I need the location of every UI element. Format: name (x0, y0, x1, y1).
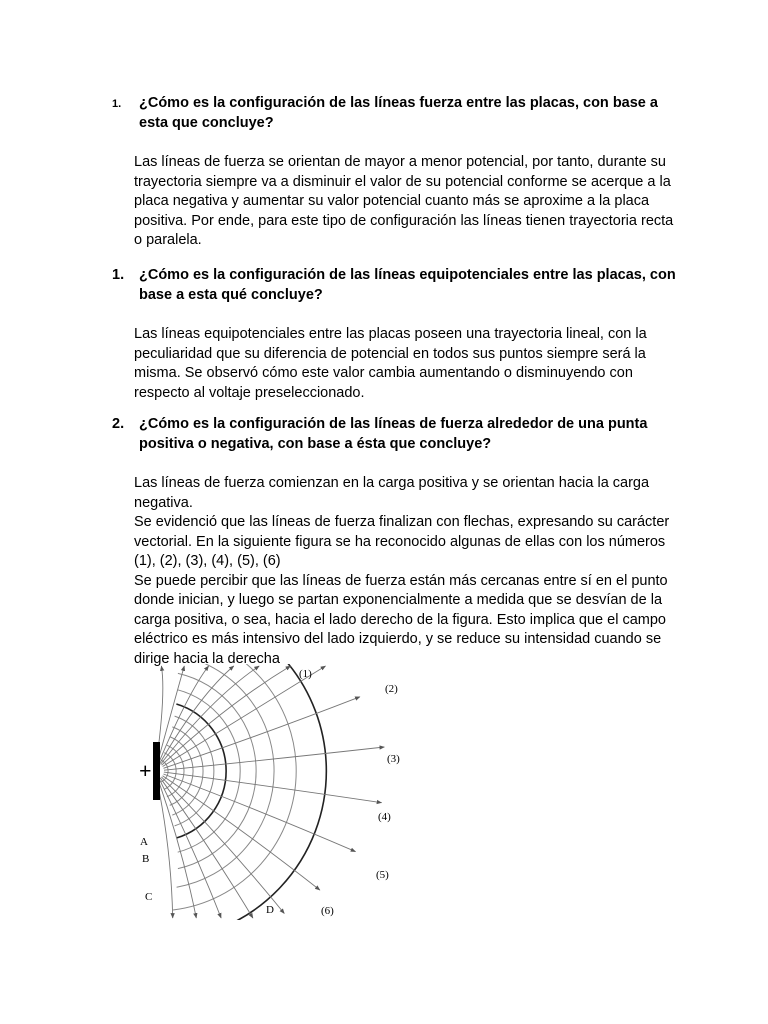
equipotential-arc (168, 664, 326, 920)
field-line-label: (6) (321, 905, 334, 917)
equipotential-arc (178, 690, 240, 852)
field-line (163, 666, 326, 767)
field-line (159, 666, 209, 763)
answer-paragraph: Se evidenció que las líneas de fuerza finalizan con flechas, expresando su carácter vectorial. En la siguiente figura se ha reconocido algunas de ellas con los números (1), (2), (3), (4), (5), (6) (134, 514, 670, 569)
field-line-label: (3) (387, 753, 400, 765)
field-lines (156, 666, 384, 918)
answer-paragraph: Las líneas de fuerza comienzan en la carga positiva y se orientan hacia la carga negativa. (134, 475, 650, 511)
answer-paragraph: Se puede percibir que las líneas de fuerza están más cercanas entre sí en el punto donde inician, y luego se partan exponencialmente a medida que se desvían de la carga positiva, o sea, hacia el lado derecho de la figura. Esto implica que el campo eléctrico es más intensivo del lado izquierdo, y se reduce su intensidad cuando se dirige hacia la derecha (134, 572, 668, 667)
field-line-label: (2) (385, 683, 398, 695)
field-line (158, 779, 196, 918)
question-3 (112, 414, 682, 669)
question-number: 2. (112, 416, 125, 432)
charge-symbol: + (139, 758, 152, 783)
field-line-label: (4) (378, 811, 391, 823)
question-title: ¿Cómo es la configuración de las líneas equipotenciales entre las placas, con base a esta qué concluye? (139, 267, 676, 303)
field-lines-diagram (136, 664, 406, 920)
equipotential-label: A (140, 836, 148, 848)
equipotential-label: B (142, 853, 150, 865)
equipotential-arc (178, 673, 256, 868)
answer-body (134, 153, 682, 251)
equipotential-arc (175, 716, 214, 826)
equipotential-arc (173, 664, 296, 910)
answer-paragraph: Las líneas de fuerza se orientan de mayor a menor potencial, por tanto, durante su trayectoria siempre va a disminuir el valor de su potencial conforme se acerque a la placa negativa y aumentar su valor potencial cuanto más se aproxime a la placa positiva. Por ende, para este tipo de configuración las líneas tienen trayectoria recta o paralela. (134, 154, 674, 248)
answer-paragraph: Las líneas equipotenciales entre las placas poseen una trayectoria lineal, con la peculiaridad que su diferencia de potencial en todos sus puntos siempre será la misma. Se observó cómo este valor cambia aumentando o disminuyendo con respecto al voltaje preseleccionado. (134, 326, 647, 401)
answer-body (134, 474, 682, 669)
field-line-label: (5) (376, 869, 389, 881)
field-line (163, 774, 355, 852)
field-line-label: (1) (299, 668, 312, 680)
equipotential-label: C (145, 891, 153, 903)
equipotential-label: D (266, 904, 274, 916)
question-number: 1. (112, 98, 122, 110)
field-line (164, 697, 360, 769)
question-title: ¿Cómo es la configuración de las líneas de fuerza alrededor de una punta positiva o negativa, con base a ésta que concluye? (139, 416, 648, 452)
positive-electrode (153, 742, 160, 800)
question-title: ¿Cómo es la configuración de las líneas fuerza entre las placas, con base a esta que concluye? (139, 95, 658, 131)
field-line (162, 666, 291, 765)
question-number: 1. (112, 267, 125, 283)
electric-field-figure (136, 664, 406, 920)
question-2 (112, 265, 682, 403)
answer-body (134, 325, 682, 403)
question-1 (112, 93, 682, 251)
